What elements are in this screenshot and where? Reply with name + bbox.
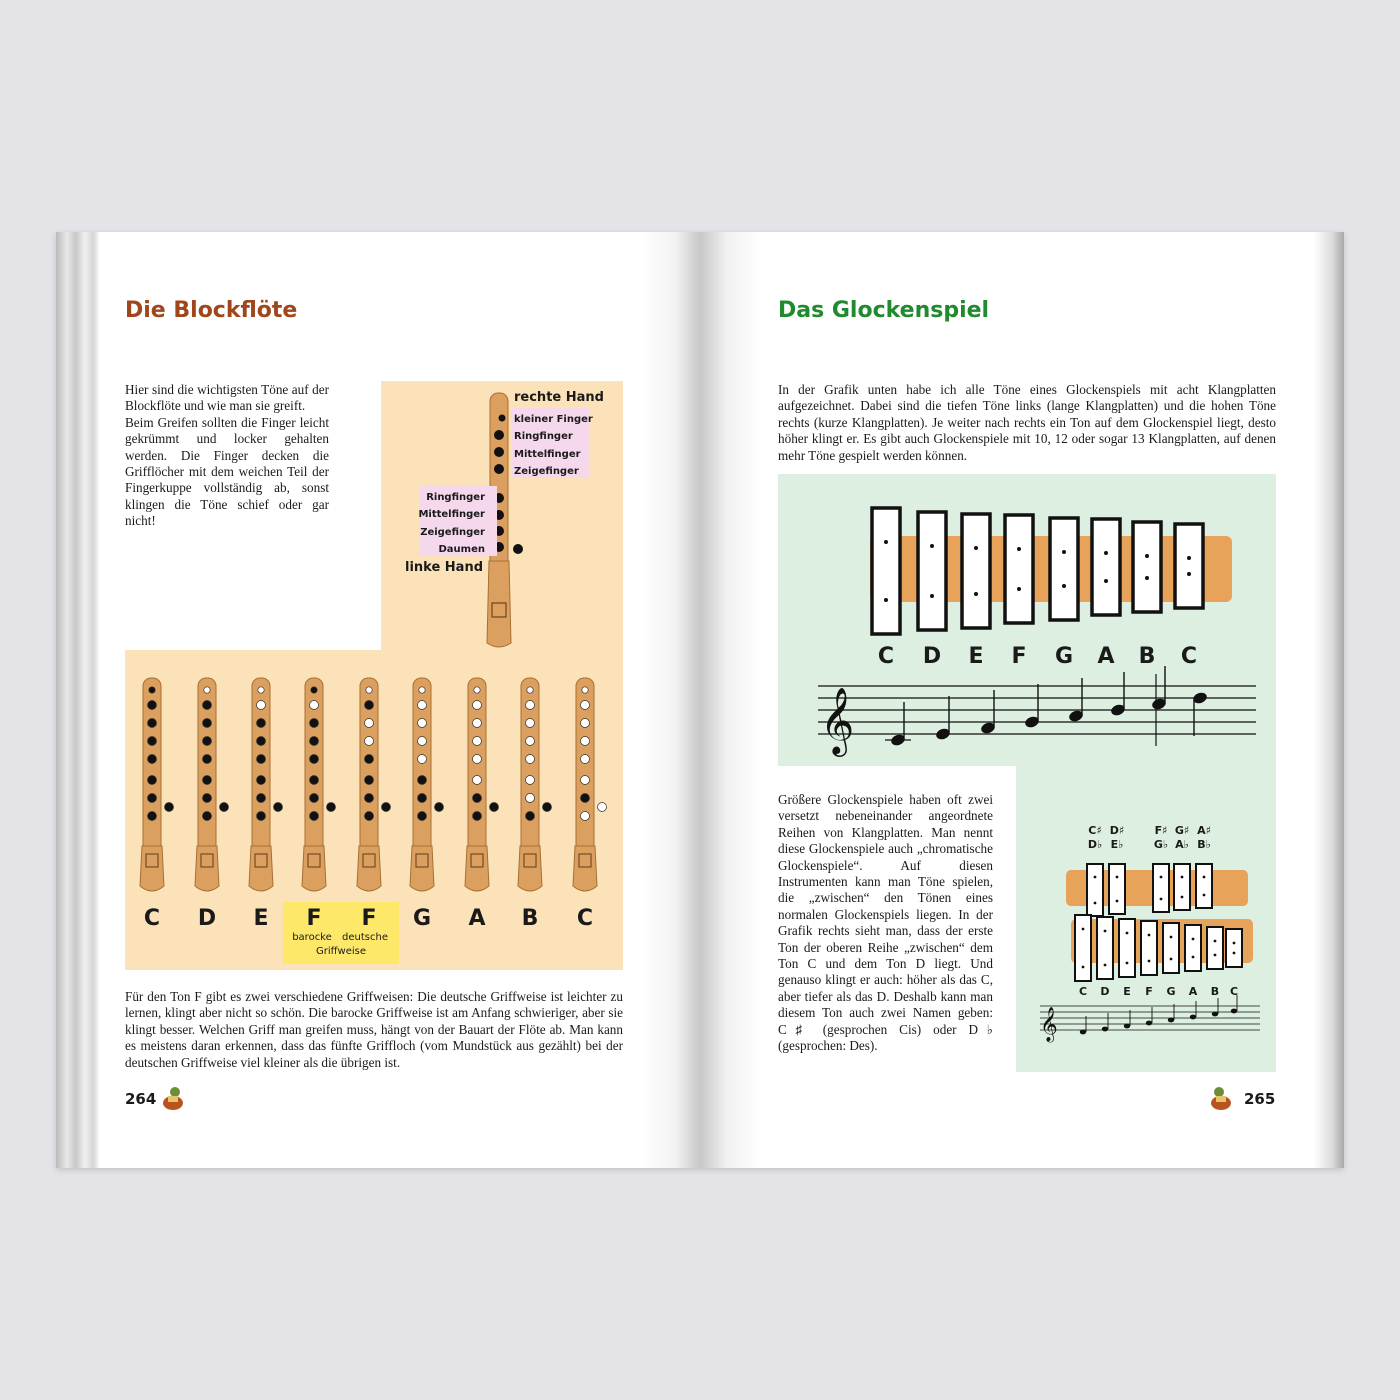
book-gutter-shadow (640, 232, 760, 1168)
note-label: F (361, 906, 377, 931)
bar-pin-icon (1145, 554, 1149, 558)
sound-bar (1092, 519, 1120, 615)
quarter-note (1102, 1027, 1108, 1032)
recorder-foot (357, 846, 381, 891)
sharp-note-label: F♯ (1154, 824, 1168, 837)
right-intro-text: In der Grafik unten habe ich alle Töne eines Glockenspiels mit acht Klangplatten aufgezeichnet. Dabei sind die tiefen Töne links (lange Klangplatten) und die hohen Töne rechts (kurze Klangplatten). Je weiter nach rechts ein Ton auf dem Glockenspiel liegt, desto höher klingt er. Es gibt auch Glockenspiele mit 10, 12 oder sogar 13 Klangplatten, auf denen mehr Töne gespielt werden können. (778, 382, 1276, 463)
note-label: G (1054, 644, 1074, 669)
sound-bar (1175, 524, 1203, 608)
open-hole-icon (581, 755, 590, 764)
open-hole-icon (418, 737, 427, 746)
bar-pin-icon (1203, 894, 1206, 897)
recorder-foot (518, 846, 542, 891)
open-hole-icon (418, 755, 427, 764)
bar-pin-icon (1062, 584, 1066, 588)
closed-hole-icon (203, 755, 212, 764)
left-page-number: 264 (125, 1090, 157, 1108)
closed-hole-icon (148, 737, 157, 746)
flat-note-label: G♭ (1153, 838, 1169, 851)
finger-label: Ringfinger (514, 431, 573, 443)
open-hole-icon (473, 719, 482, 728)
open-hole-icon (473, 737, 482, 746)
bar-pin-icon (1126, 962, 1129, 965)
bar-pin-icon (1082, 966, 1085, 969)
sound-bar (872, 508, 900, 634)
recorder-foot (573, 846, 597, 891)
open-hole-icon (581, 737, 590, 746)
closed-hole-icon (490, 803, 499, 812)
flat-note-label: A♭ (1175, 838, 1189, 851)
bar-pin-icon (1187, 556, 1191, 560)
sharp-note-label: G♯ (1174, 824, 1190, 837)
closed-hole-icon (473, 812, 482, 821)
note-label: F (1011, 644, 1027, 669)
open-hole-icon (418, 719, 427, 728)
bar-pin-icon (1214, 940, 1217, 943)
closed-hole-icon (257, 794, 266, 803)
glockenspiel-diagram (778, 474, 1276, 766)
note-label: E (253, 906, 269, 931)
sharp-sound-bar (1153, 864, 1169, 912)
open-hole-icon (473, 755, 482, 764)
quarter-note (1212, 1012, 1218, 1017)
flat-note-label: E♭ (1110, 838, 1124, 851)
bar-pin-icon (1192, 938, 1195, 941)
bar-pin-icon (1104, 930, 1107, 933)
open-hole-icon (581, 812, 590, 821)
bar-pin-icon (1148, 960, 1151, 963)
bar-pin-icon (1181, 896, 1184, 899)
mascot-icon (1208, 1084, 1234, 1112)
bar-pin-icon (1233, 952, 1236, 955)
open-hole-icon (526, 755, 535, 764)
open-hole-icon (310, 701, 319, 710)
note-label: E (968, 644, 984, 669)
note-label: E (1123, 985, 1131, 998)
closed-hole-icon (310, 737, 319, 746)
closed-hole-icon (310, 794, 319, 803)
closed-hole-icon (203, 737, 212, 746)
f-baroque-caption: barocke (292, 932, 332, 943)
closed-hole-icon (148, 812, 157, 821)
note-label: C (1078, 985, 1088, 998)
closed-hole-icon (274, 803, 283, 812)
left-hand-title: linke Hand (405, 560, 484, 575)
finger-hole-icon (494, 464, 504, 474)
open-hole-icon (419, 687, 425, 693)
note-label: D (197, 906, 217, 931)
quarter-note (1168, 1018, 1174, 1023)
open-hole-icon (527, 687, 533, 693)
closed-hole-icon (418, 794, 427, 803)
closed-hole-icon (310, 719, 319, 728)
bar-pin-icon (974, 592, 978, 596)
closed-hole-icon (310, 755, 319, 764)
note-label: F (306, 906, 322, 931)
note-label: B (521, 906, 539, 931)
note-label: A (1188, 985, 1198, 998)
sharp-note-label: A♯ (1197, 824, 1211, 837)
closed-hole-icon (165, 803, 174, 812)
sharp-sound-bar (1196, 864, 1212, 908)
bar-pin-icon (974, 546, 978, 550)
closed-hole-icon (365, 776, 374, 785)
note-label: G (412, 906, 432, 931)
bar-pin-icon (930, 594, 934, 598)
open-hole-icon (526, 776, 535, 785)
open-hole-icon (526, 719, 535, 728)
open-hole-icon (366, 687, 372, 693)
closed-hole-icon (148, 776, 157, 785)
intro-paragraph: Beim Greifen sollten die Finger leicht gekrümmt und locker gehalten werden. Die Finger decken die Grifflöcher mit dem weichen Teil der Fingerkuppe vollständig ab, sonst klingen die Töne schief oder gar nicht! (125, 414, 329, 529)
left-bottom-text: Für den Ton F gibt es zwei verschiedene Griffweisen: Die deutsche Griffweise ist leichter zu lernen, klingt aber nicht so schön. Die barocke Griffweise ist am Anfang schwieriger, aber sie klingt besser. Welchen Griff man greifen muss, hängt von der Bauart der Flöte ab. Man kann es meistens daran erkennen, dass das fünfte Griffloch (vom Mundstück aus gezählt) bei der deutschen Griffweise viel kleiner als die übrigen ist. (125, 989, 623, 1070)
sound-bar (962, 514, 990, 628)
bar-pin-icon (930, 544, 934, 548)
closed-hole-icon (310, 812, 319, 821)
closed-hole-icon (203, 776, 212, 785)
bar-pin-icon (1181, 876, 1184, 879)
closed-hole-icon (418, 776, 427, 785)
right-hand-finger-list (514, 411, 614, 480)
finger-label: Zeigefinger (514, 465, 579, 477)
note-label: B (1138, 644, 1156, 669)
closed-hole-icon (220, 803, 229, 812)
closed-hole-icon (543, 803, 552, 812)
closed-hole-icon (581, 794, 590, 803)
quarter-note (1190, 1015, 1196, 1020)
note-label: D (1100, 985, 1110, 998)
note-label: A (468, 906, 486, 931)
bar-pin-icon (1104, 579, 1108, 583)
sharp-sound-bar (1109, 864, 1125, 914)
sound-bar (1119, 919, 1135, 977)
open-hole-icon (474, 687, 480, 693)
recorder-foot (465, 846, 489, 891)
closed-hole-icon (526, 812, 535, 821)
note-label: D (922, 644, 942, 669)
recorder-foot (302, 846, 326, 891)
bar-pin-icon (1160, 876, 1163, 879)
closed-hole-icon (311, 687, 317, 693)
right-hand-title: rechte Hand (514, 390, 604, 405)
open-hole-icon (365, 737, 374, 746)
bar-pin-icon (1192, 956, 1195, 959)
open-hole-icon (257, 701, 266, 710)
finger-label: Daumen (438, 543, 485, 555)
bar-pin-icon (1017, 547, 1021, 551)
note-label: C (143, 906, 161, 931)
open-hole-icon (582, 687, 588, 693)
recorder-foot (410, 846, 434, 891)
sharp-note-label: C♯ (1088, 824, 1102, 837)
left-intro-text (125, 382, 329, 530)
flat-note-label: D♭ (1087, 838, 1103, 851)
closed-hole-icon (149, 687, 155, 693)
note-label: C (1229, 985, 1239, 998)
bar-pin-icon (1017, 587, 1021, 591)
recorder-foot (487, 561, 511, 647)
closed-hole-icon (473, 794, 482, 803)
bar-pin-icon (1082, 928, 1085, 931)
closed-hole-icon (203, 719, 212, 728)
closed-hole-icon (203, 812, 212, 821)
mascot-icon (160, 1084, 186, 1112)
sharp-sound-bar (1087, 864, 1103, 916)
intro-paragraph: Hier sind die wichtigsten Töne auf der Blockflöte und wie man sie greift. (125, 382, 329, 414)
closed-hole-icon (257, 755, 266, 764)
chromatic-text: Größere Glockenspiele haben oft zwei versetzt nebeneinander angeordnete Reihen von Klangplatten. Man nennt diese Glockenspiele auch „chromatische Glockenspiele“. Auf diesen Instrumenten kann man Töne spielen, die „zwischen“ den Tönen eines normalen Glockenspiels liegen. In der Grafik rechts sieht man, dass der erste Ton der oberen Reihe „zwischen“ dem Ton C und dem Ton D liegt. Und genauso klingt er auch: höher als das C, aber tiefer als das D. Deshalb kann man diesem Ton auch zwei Namen geben: C♯ (gesprochen Cis) oder D♭ (gesprochen: Des). (778, 792, 993, 1054)
bar-pin-icon (1170, 936, 1173, 939)
closed-hole-icon (148, 755, 157, 764)
closed-hole-icon (257, 737, 266, 746)
open-hole-icon (581, 719, 590, 728)
finger-label: Ringfinger (426, 492, 485, 503)
sound-bar (1185, 925, 1201, 971)
left-hand-finger-list (405, 489, 485, 558)
recorder-foot (140, 846, 164, 891)
sound-bar (1207, 927, 1223, 969)
sound-bar (1226, 929, 1242, 967)
closed-hole-icon (365, 701, 374, 710)
closed-hole-icon (257, 719, 266, 728)
recorder-foot (195, 846, 219, 891)
thumb-back-hole-icon (513, 544, 523, 554)
bar-pin-icon (884, 598, 888, 602)
note-label: G (1166, 985, 1176, 998)
bar-pin-icon (884, 540, 888, 544)
quarter-note (1146, 1021, 1152, 1026)
closed-hole-icon (203, 701, 212, 710)
closed-hole-icon (382, 803, 391, 812)
bar-pin-icon (1104, 964, 1107, 967)
bar-pin-icon (1116, 876, 1119, 879)
open-hole-icon (526, 794, 535, 803)
treble-clef-icon: 𝄞 (1040, 1007, 1058, 1042)
sound-bar (1133, 522, 1161, 612)
sound-bar (1075, 915, 1091, 981)
finger-label: kleiner Finger (514, 414, 593, 425)
open-hole-icon (598, 803, 607, 812)
note-label: C (576, 906, 594, 931)
sound-bar (918, 512, 946, 630)
open-hole-icon (581, 701, 590, 710)
open-hole-icon (204, 687, 210, 693)
bar-pin-icon (1104, 551, 1108, 555)
finger-hole-icon (494, 447, 504, 457)
finger-hole-icon (494, 430, 504, 440)
open-hole-icon (418, 701, 427, 710)
bar-pin-icon (1094, 902, 1097, 905)
f-fingering-caption: Griffweise (316, 946, 366, 957)
open-hole-icon (473, 776, 482, 785)
quarter-note (1124, 1024, 1130, 1029)
open-hole-icon (581, 776, 590, 785)
open-hole-icon (473, 701, 482, 710)
finger-label: Mittelfinger (514, 448, 581, 460)
note-label: C (1180, 644, 1198, 669)
sound-bar (1005, 515, 1033, 623)
finger-label: Zeigefinger (420, 526, 485, 538)
bar-pin-icon (1170, 958, 1173, 961)
bar-pin-icon (1062, 550, 1066, 554)
open-hole-icon (258, 687, 264, 693)
note-label: A (1097, 644, 1115, 669)
note-label: B (1210, 985, 1220, 998)
bar-pin-icon (1187, 572, 1191, 576)
closed-hole-icon (435, 803, 444, 812)
left-page-title: Die Blockflöte (125, 298, 298, 323)
sound-bar (1141, 921, 1157, 975)
bar-pin-icon (1145, 576, 1149, 580)
bar-pin-icon (1126, 932, 1129, 935)
quarter-note (1231, 1009, 1237, 1014)
bar-pin-icon (1160, 898, 1163, 901)
closed-hole-icon (148, 794, 157, 803)
closed-hole-icon (257, 812, 266, 821)
bar-pin-icon (1094, 876, 1097, 879)
quarter-note (1080, 1030, 1086, 1035)
bar-pin-icon (1233, 942, 1236, 945)
bar-pin-icon (1148, 934, 1151, 937)
treble-clef-icon: 𝄞 (820, 686, 855, 754)
closed-hole-icon (418, 812, 427, 821)
page-edges-right (1314, 232, 1344, 1168)
closed-hole-icon (203, 794, 212, 803)
open-hole-icon (526, 701, 535, 710)
closed-hole-icon (327, 803, 336, 812)
finger-label: Mittelfinger (418, 509, 485, 521)
right-page-number: 265 (1244, 1090, 1276, 1108)
closed-hole-icon (148, 701, 157, 710)
closed-hole-icon (365, 794, 374, 803)
bar-pin-icon (1116, 900, 1119, 903)
bar-pin-icon (1203, 876, 1206, 879)
flat-note-label: B♭ (1197, 838, 1211, 851)
page-edges-left (56, 232, 100, 1168)
open-hole-icon (365, 719, 374, 728)
open-hole-icon (526, 737, 535, 746)
closed-hole-icon (257, 776, 266, 785)
closed-hole-icon (365, 755, 374, 764)
bar-pin-icon (1214, 954, 1217, 957)
recorder-foot (249, 846, 273, 891)
sound-bar (1097, 917, 1113, 979)
note-label: C (877, 644, 895, 669)
f-german-caption: deutsche (342, 932, 388, 943)
note-label: F (1145, 985, 1153, 998)
closed-hole-icon (365, 812, 374, 821)
sound-bar (1050, 518, 1078, 620)
closed-hole-icon (148, 719, 157, 728)
thumb-hole-icon (499, 415, 506, 422)
closed-hole-icon (310, 776, 319, 785)
right-page-title: Das Glockenspiel (778, 298, 990, 323)
sharp-note-label: D♯ (1109, 824, 1125, 837)
sharp-sound-bar (1174, 864, 1190, 910)
sound-bar (1163, 923, 1179, 973)
chromatic-glockenspiel-diagram (1016, 766, 1276, 1072)
